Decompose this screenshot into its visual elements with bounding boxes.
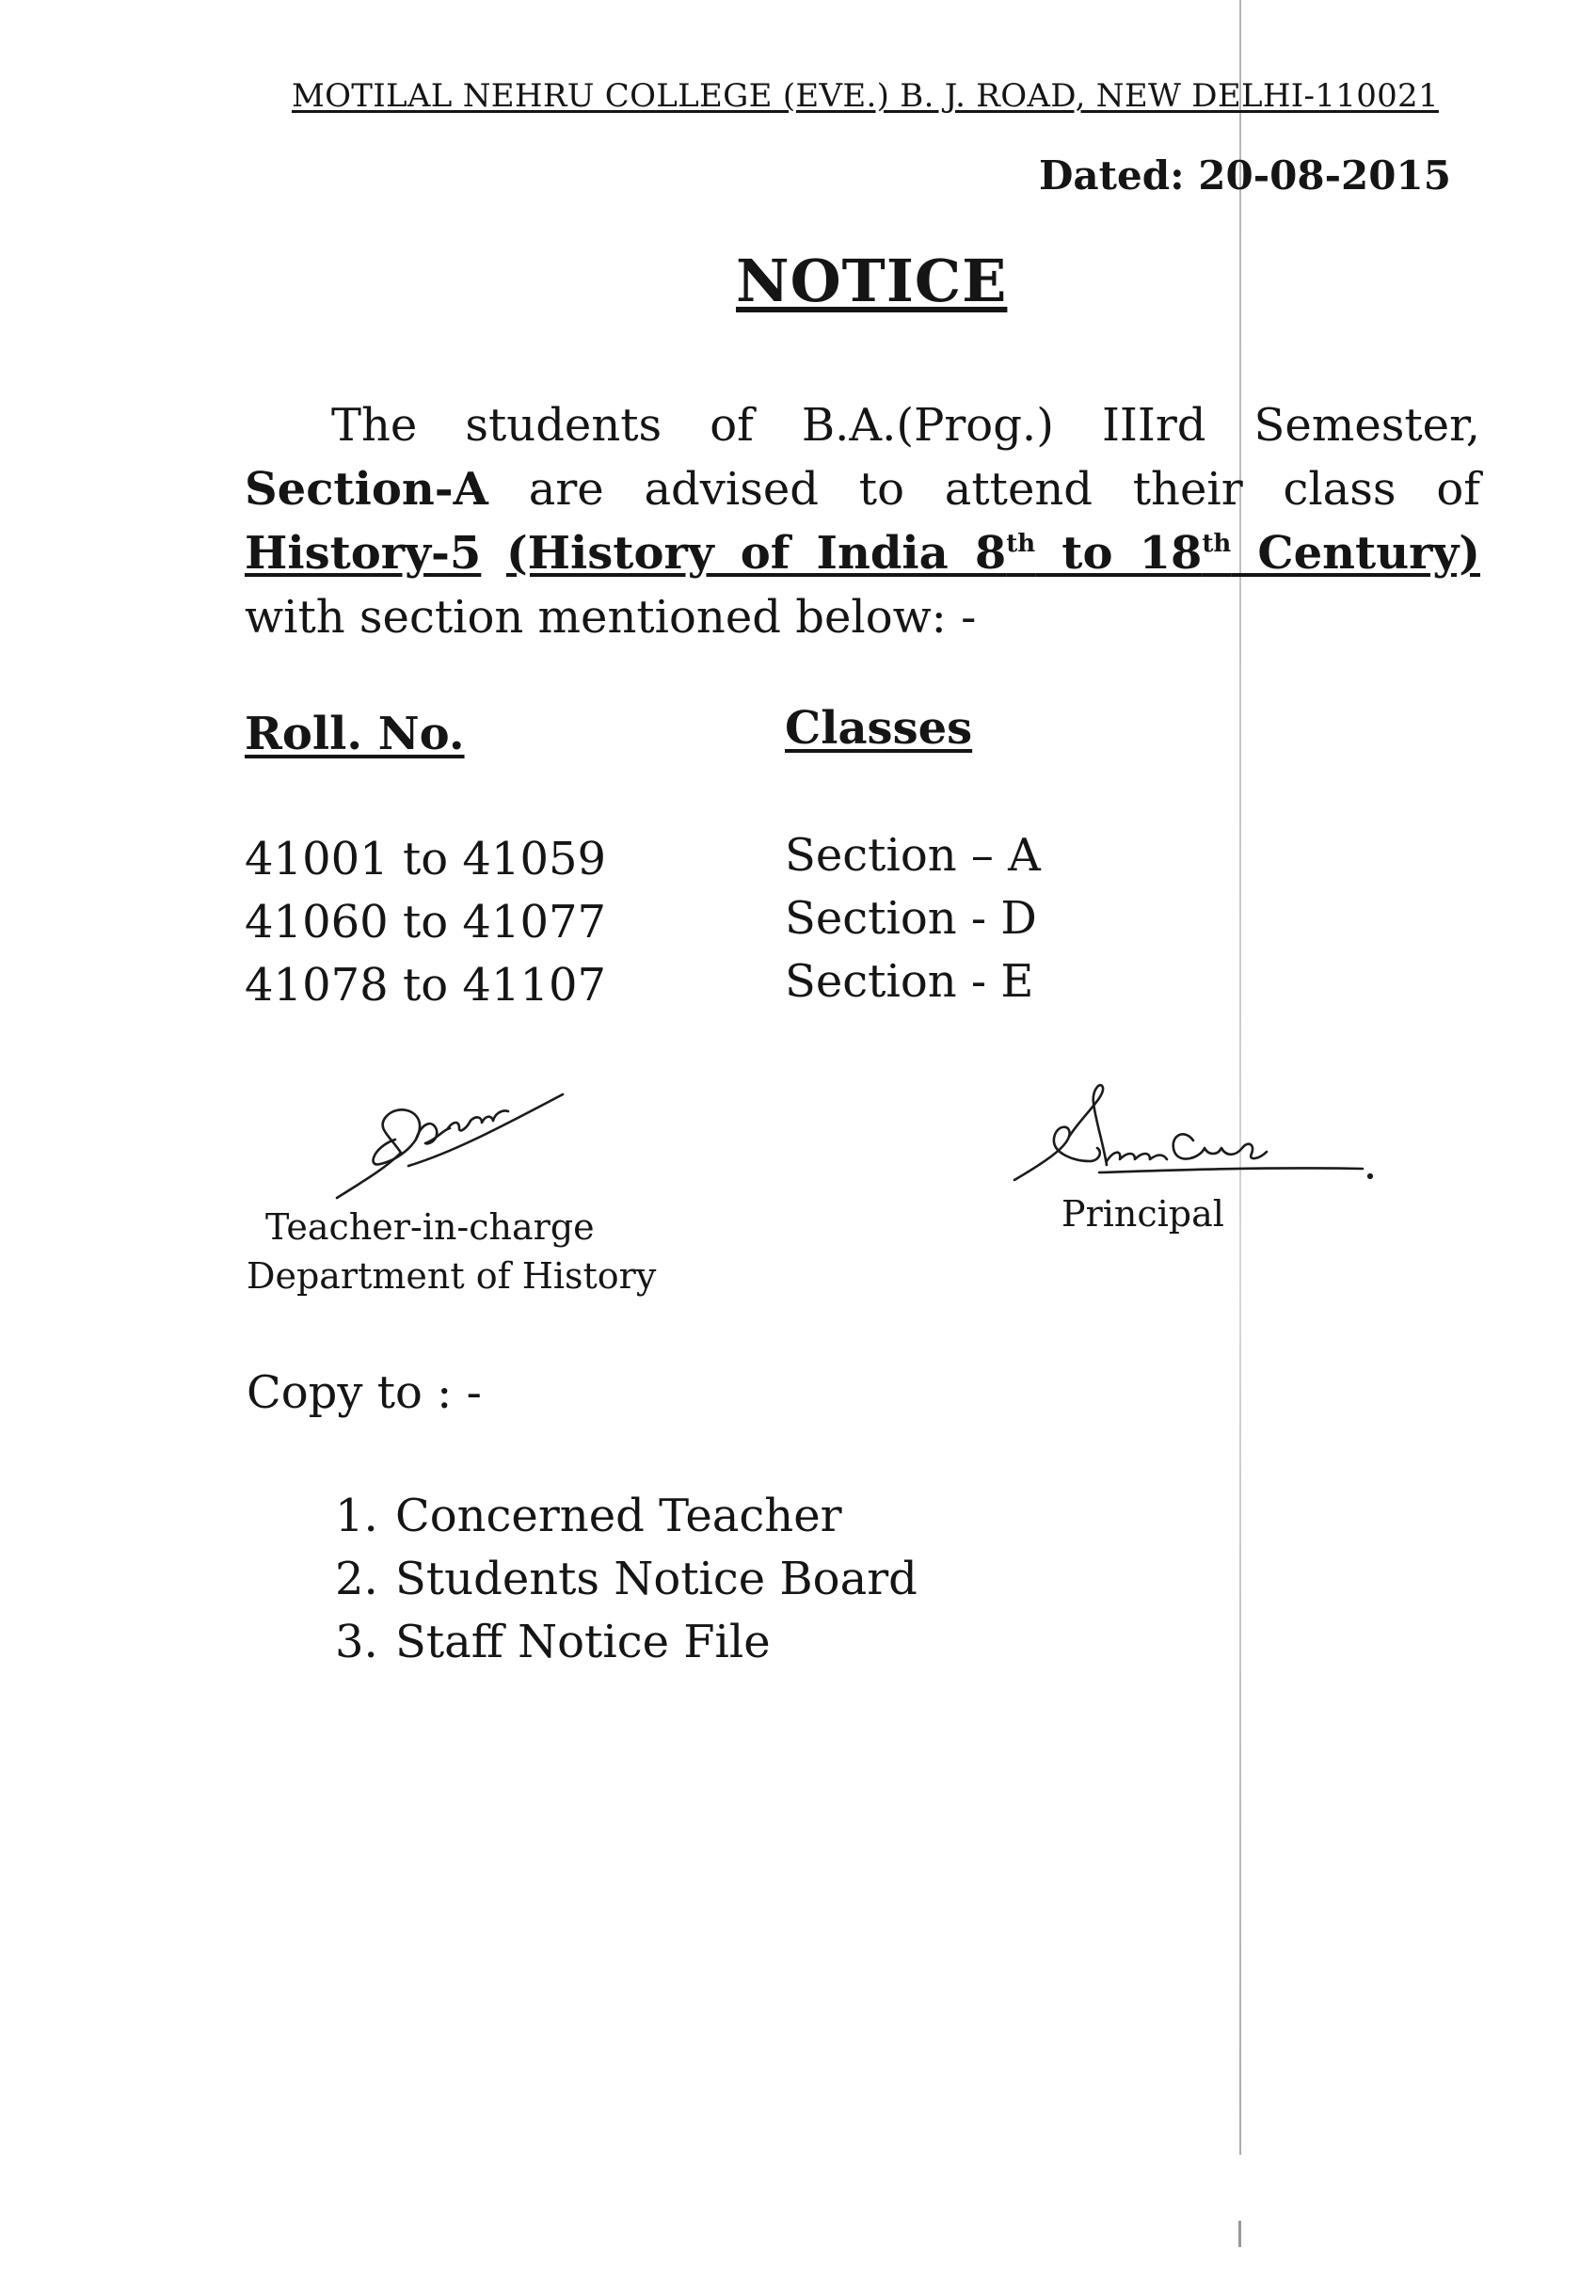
principal-signature — [1009, 1082, 1385, 1204]
list-item-number: 1. — [335, 1490, 378, 1542]
list-item-text: Students Notice Board — [395, 1553, 918, 1605]
roll-number-list — [245, 828, 606, 1017]
notice-date — [1039, 152, 1451, 199]
section-highlight: Section-A — [245, 463, 488, 516]
roll-range: 41001 to 41059 — [245, 833, 607, 885]
body-text-2: are advised to attend their class of — [487, 463, 1480, 516]
subject-title-mid: to 18 — [1035, 527, 1203, 580]
roll-range: 41060 to 41077 — [245, 896, 607, 949]
scan-artifact-line — [1239, 0, 1241, 2155]
teacher-signature — [311, 1087, 593, 1219]
teacher-in-charge-label: Teacher-in-charge — [265, 1206, 595, 1248]
subject-title-close: Century) — [1231, 527, 1480, 580]
notice-body — [245, 393, 1480, 649]
copy-to-list — [335, 1485, 918, 1674]
subject-code: History-5 — [245, 527, 482, 580]
superscript-1: th — [1006, 530, 1036, 558]
college-header: MOTILAL NEHRU COLLEGE (EVE.) B. J. ROAD, NEW DELHI-110021 — [292, 77, 1439, 115]
body-text-3: with section mentioned below: - — [245, 591, 977, 644]
department-label: Department of History — [247, 1255, 657, 1297]
principal-label: Principal — [1061, 1193, 1224, 1235]
copy-to-heading: Copy to : - — [247, 1366, 482, 1419]
superscript-2: th — [1202, 530, 1232, 558]
subject-title-open: (History of India 8 — [505, 527, 1007, 580]
scan-artifact-tick — [1238, 2221, 1241, 2247]
class-section: Section - D — [785, 892, 1037, 945]
class-section: Section – A — [785, 829, 1041, 882]
date-value: 20-08-2015 — [1198, 152, 1451, 199]
roll-range: 41078 to 41107 — [245, 959, 607, 1012]
list-item — [335, 1485, 918, 1548]
list-item — [335, 1611, 918, 1674]
classes-heading: Classes — [785, 702, 973, 755]
list-item-text: Staff Notice File — [395, 1616, 771, 1668]
list-item-number: 3. — [335, 1616, 378, 1668]
class-section-list — [785, 824, 1041, 1013]
notice-title: NOTICE — [736, 247, 1008, 315]
list-item — [335, 1548, 918, 1611]
subject-title — [506, 527, 1480, 580]
list-item-number: 2. — [335, 1553, 378, 1605]
list-item-text: Concerned Teacher — [395, 1490, 842, 1542]
body-text-1: The students of B.A.(Prog.) IIIrd Semester, — [331, 399, 1480, 452]
class-section: Section - E — [785, 955, 1034, 1008]
date-label: Dated: — [1039, 152, 1185, 199]
roll-no-heading: Roll. No. — [245, 708, 465, 760]
